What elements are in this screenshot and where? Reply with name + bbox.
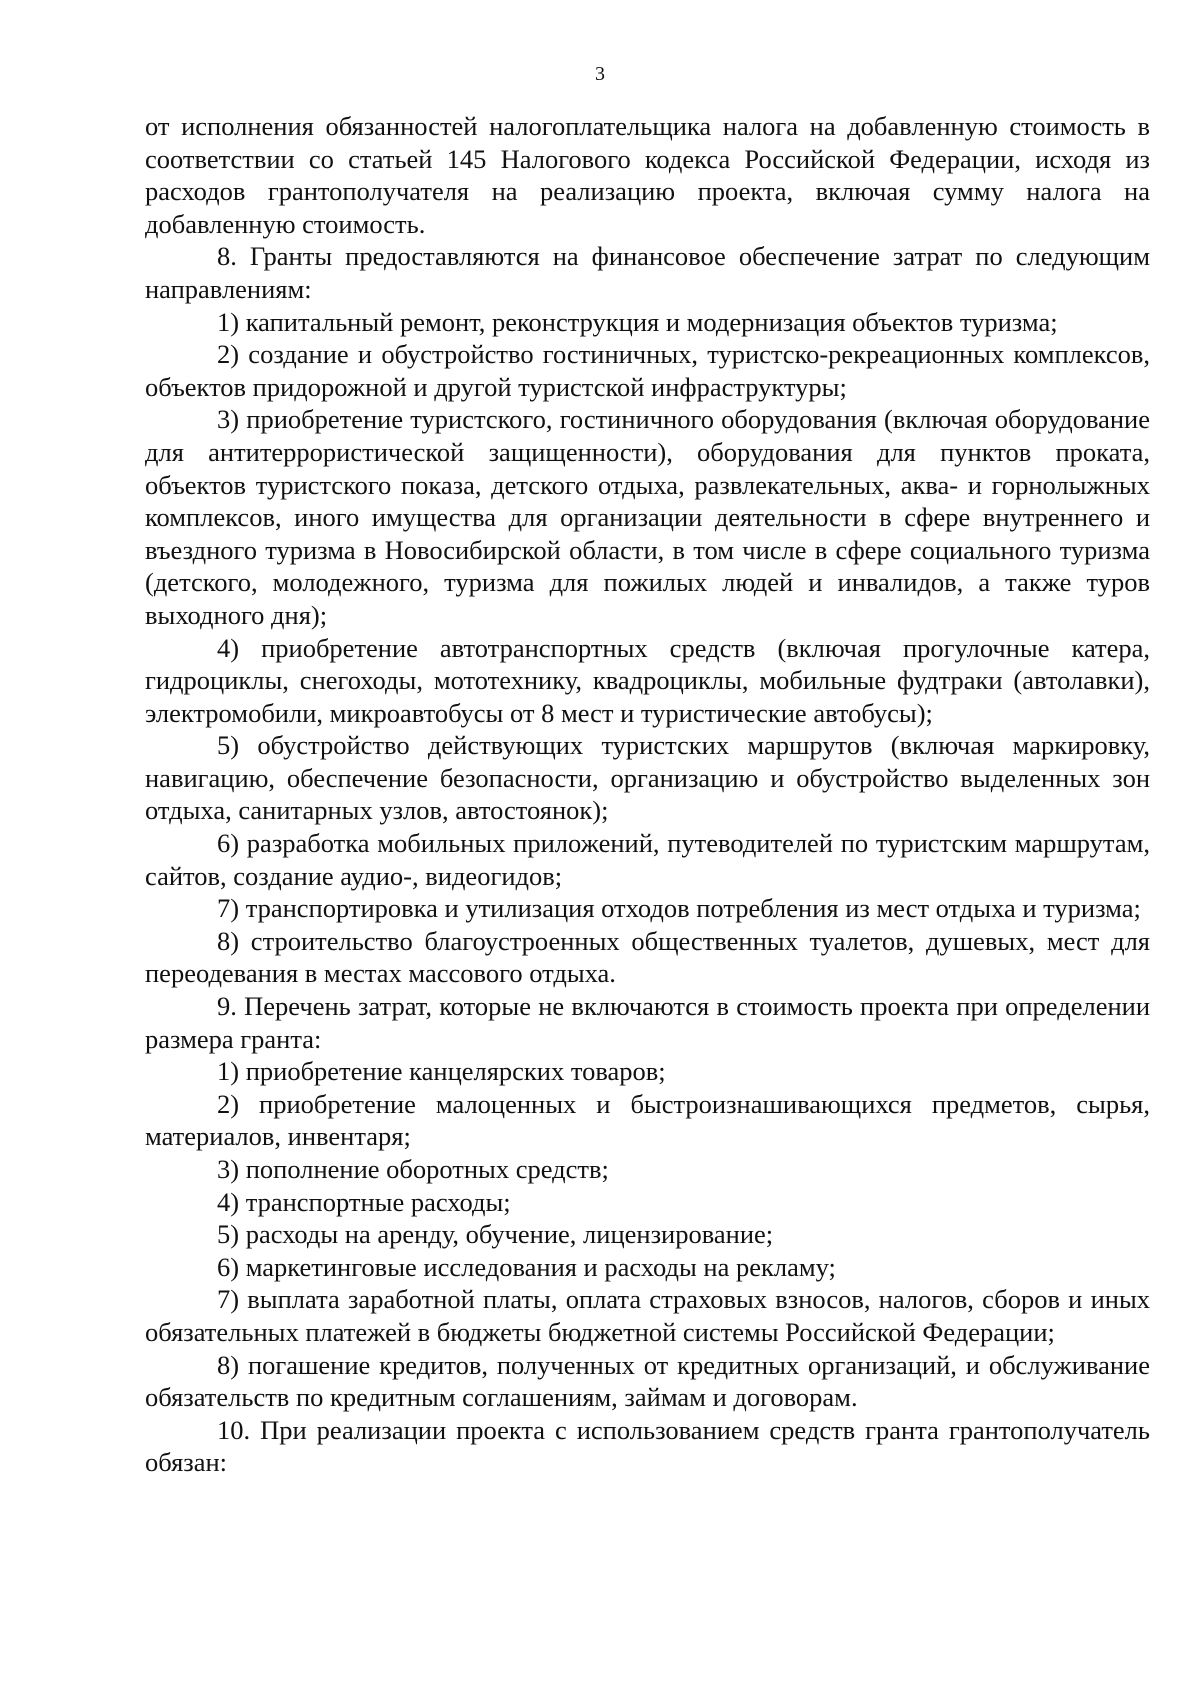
paragraph: от исполнения обязанностей налогоплательщика налога на добавленную стоимость в соответствии со статьей 145 Налогового кодекса Российской Федерации, исходя из расходов грантополучателя на реализацию проекта, включая сумму налога на добавленную стоимость. [145, 111, 1150, 239]
list-item: 5) обустройство действующих туристских маршрутов (включая маркировку, навигацию, обеспечение безопасности, организацию и обустройство выделенных зон отдыха, санитарных узлов, автостоянок); [145, 730, 1150, 826]
list-item: 4) приобретение автотранспортных средств (включая прогулочные катера, гидроциклы, снегоходы, мототехнику, квадроциклы, мобильные фудтраки (автолавки), электромобили, микроавтобусы от 8 мест и туристические автобусы); [145, 632, 1150, 728]
list-item: 2) создание и обустройство гостиничных, туристско-рекреационных комплексов, объектов придорожной и другой туристской инфраструктуры; [145, 339, 1150, 402]
list-item: 4) транспортные расходы; [217, 1186, 511, 1217]
list-item: 7) транспортировка и утилизация отходов потребления из мест отдыха и туризма; [217, 893, 1141, 924]
list-item: 1) приобретение канцелярских товаров; [217, 1056, 666, 1087]
list-item: 8) строительство благоустроенных общественных туалетов, душевых, мест для переодевания в местах массового отдыха. [145, 925, 1150, 989]
list-item: 5) расходы на аренду, обучение, лицензирование; [217, 1219, 774, 1250]
paragraph: 9. Перечень затрат, которые не включаются в стоимость проекта при определении размера гранта: [145, 991, 1150, 1054]
list-item: 3) пополнение оборотных средств; [217, 1154, 609, 1184]
page-number: 3 [595, 63, 605, 85]
list-item: 3) приобретение туристского, гостиничного оборудования (включая оборудование для антитеррористической защищенности), оборудования для пунктов проката, объектов туристского показа, детского отдыха, развлекательных, аква- и горнолыжных комплексов, иного имущества для организации деятельности в сфере внутреннего и въездного туризма в Новосибирской области, в том числе в сфере социального туризма (детского, молодежного, туризма для пожилых людей и инвалидов, а также туров выходного дня); [145, 404, 1150, 630]
document-body [145, 110, 1150, 1479]
paragraph: 10. При реализации проекта с использованием средств гранта грантополучатель обязан: [145, 1414, 1150, 1478]
list-item: 1) капитальный ремонт, реконструкция и модернизация объектов туризма; [217, 306, 1058, 337]
list-item: 8) погашение кредитов, полученных от кредитных организаций, и обслуживание обязательств по кредитным соглашениям, займам и договорам. [145, 1349, 1150, 1413]
list-item: 6) маркетинговые исследования и расходы на рекламу; [217, 1251, 836, 1282]
paragraph: 8. Гранты предоставляются на финансовое обеспечение затрат по следующим направлениям: [145, 241, 1150, 304]
list-item: 6) разработка мобильных приложений, путеводителей по туристским маршрутам, сайтов, создание аудио-, видеогидов; [145, 828, 1150, 891]
list-item: 7) выплата заработной платы, оплата страховых взносов, налогов, сборов и иных обязательных платежей в бюджеты бюджетной системы Российской Федерации; [145, 1284, 1150, 1347]
list-item: 2) приобретение малоценных и быстроизнашивающихся предметов, сырья, материалов, инвентаря; [145, 1088, 1150, 1152]
